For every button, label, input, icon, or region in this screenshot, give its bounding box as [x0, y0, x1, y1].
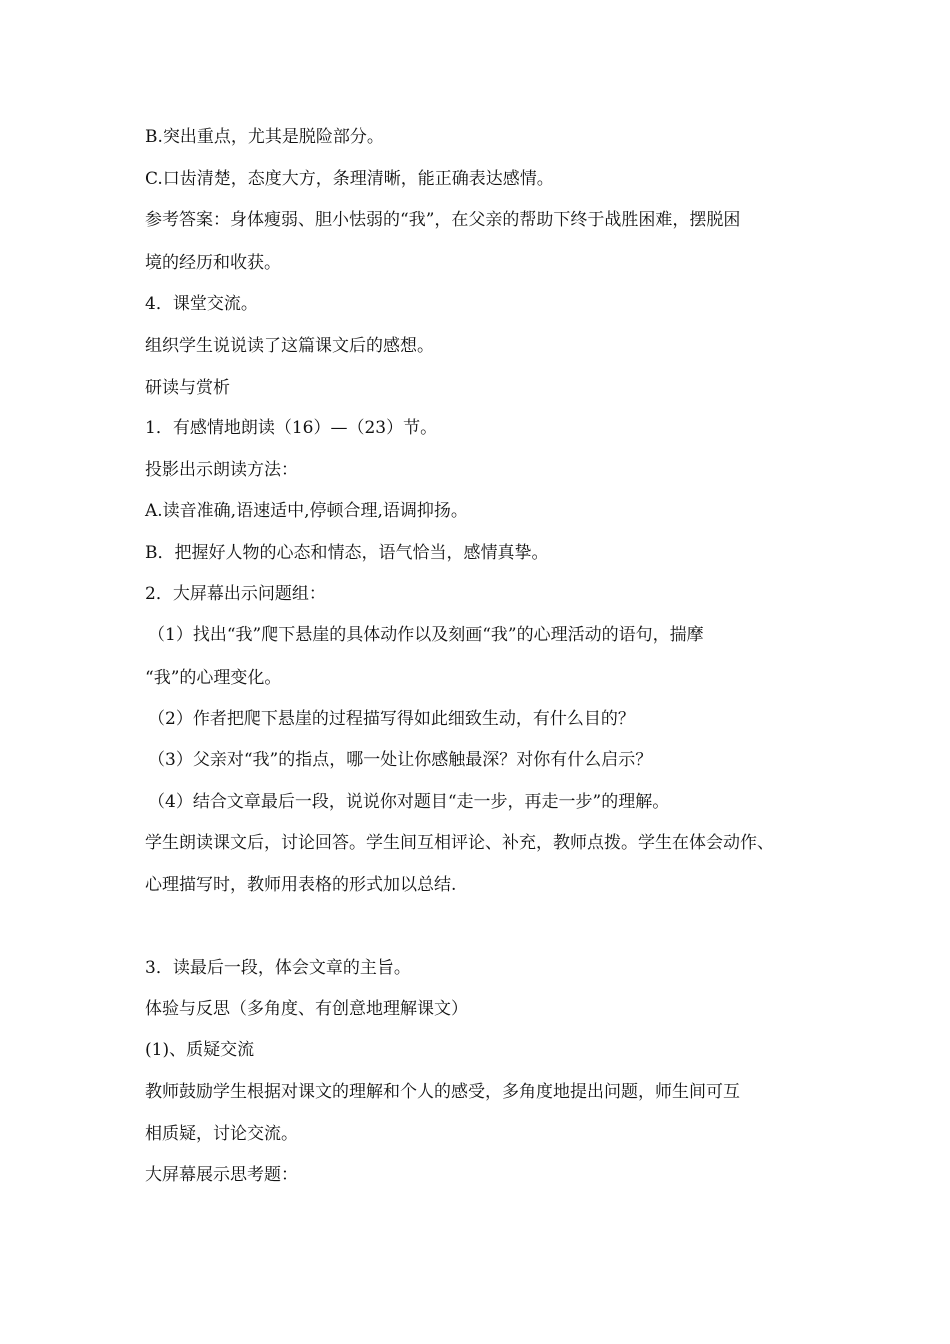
reference-answer-line-1: 参考答案：身体瘦弱、胆小怯弱的“我”，在父亲的帮助下终于战胜困难，摆脱困 — [145, 210, 741, 230]
paragraph-line: 教师鼓励学生根据对课文的理解和个人的感受，多角度地提出问题，师生间可互 — [145, 1082, 740, 1102]
reference-answer-line-2: 境的经历和收获。 — [145, 253, 281, 273]
option-b-line: B.突出重点，尤其是脱险部分。 — [145, 127, 384, 147]
section-4-heading: 4．课堂交流。 — [145, 294, 258, 314]
paragraph-line: 组织学生说说读了这篇课文后的感想。 — [145, 336, 434, 356]
question-1-line-2: “我”的心理变化。 — [145, 668, 282, 688]
item-1-line: 1．有感情地朗读（16）—（23）节。 — [145, 418, 438, 438]
paragraph-line: 投影出示朗读方法： — [145, 460, 298, 480]
item-3-line: 3．读最后一段，体会文章的主旨。 — [145, 958, 411, 978]
paragraph-line: 大屏幕展示思考题： — [145, 1165, 298, 1185]
option-c-line: C.口齿清楚，态度大方，条理清晰，能正确表达感情。 — [145, 169, 554, 189]
paragraph-line: 学生朗读课文后，讨论回答。学生间互相评论、补充，教师点拨。学生在体会动作、 — [145, 833, 774, 853]
question-1-line-1: （1）找出“我”爬下悬崖的具体动作以及刻画“我”的心理活动的语句，揣摩 — [148, 625, 704, 645]
subsection-heading: (1)、质疑交流 — [145, 1040, 255, 1060]
section-heading: 体验与反思（多角度、有创意地理解课文） — [145, 999, 468, 1019]
section-heading: 研读与赏析 — [145, 378, 230, 398]
method-a-line: A.读音准确,语速适中,停顿合理,语调抑扬。 — [145, 501, 468, 521]
paragraph-line: 心理描写时，教师用表格的形式加以总结. — [145, 875, 457, 895]
method-b-line: B．把握好人物的心态和情态，语气恰当，感情真挚。 — [145, 543, 549, 563]
item-2-line: 2．大屏幕出示问题组： — [145, 584, 326, 604]
paragraph-line: 相质疑，讨论交流。 — [145, 1124, 298, 1144]
question-4-line: （4）结合文章最后一段，说说你对题目“走一步，再走一步”的理解。 — [148, 792, 670, 812]
question-2-line: （2）作者把爬下悬崖的过程描写得如此细致生动，有什么目的？ — [148, 709, 635, 729]
question-3-line: （3）父亲对“我”的指点，哪一处让你感触最深？对你有什么启示？ — [148, 750, 653, 770]
